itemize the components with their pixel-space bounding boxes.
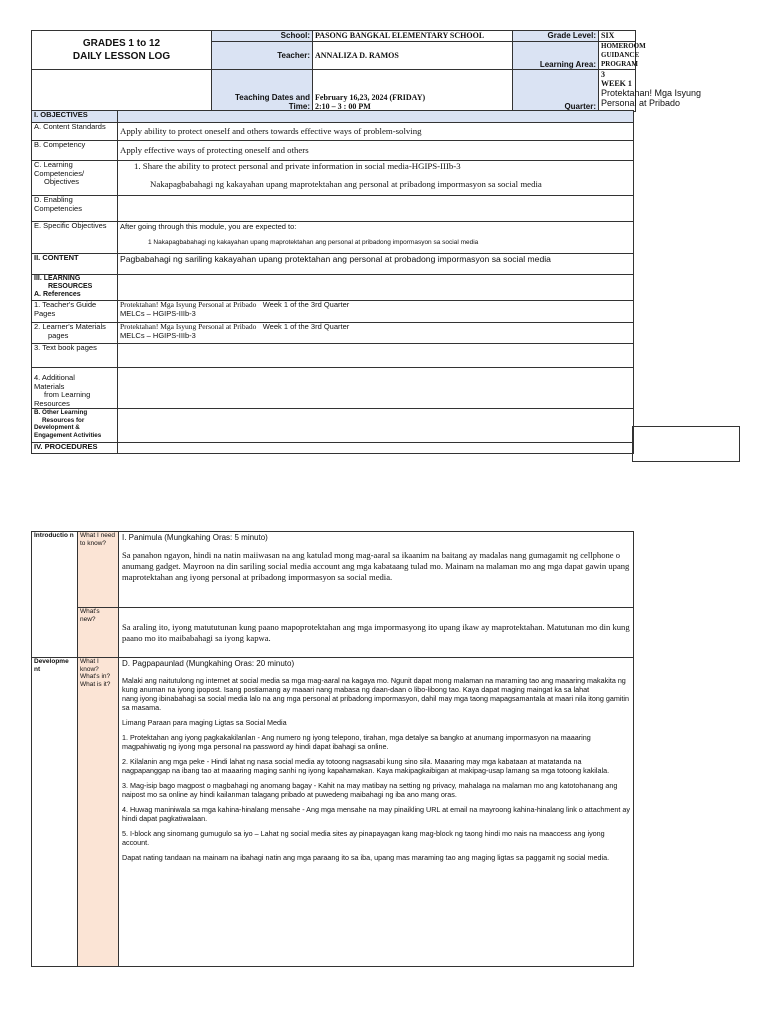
quarter-value	[599, 70, 702, 112]
specific-value-2: 1 Nakapagbabahagi ng kakayahan upang maprotektahan ang personal at pribadong impormasyon sa social media	[148, 239, 479, 246]
quarter-label: Quarter:	[513, 70, 599, 112]
dates-label	[212, 70, 313, 112]
quarter-number: 3	[601, 70, 605, 79]
lm-value	[118, 323, 634, 344]
lc-label-3: Objectives	[44, 177, 80, 186]
competency-label: B. Competency	[32, 141, 118, 161]
procedures-value	[118, 443, 634, 454]
enabling-label-1: D. Enabling	[34, 195, 73, 204]
introduction-label: Introductio n	[32, 532, 78, 658]
area-value-2: PROGRAM	[601, 60, 638, 68]
lm-label-1: 2. Learner's Materials	[34, 322, 106, 331]
quarter-topic-2: Personal at Pribado	[601, 98, 681, 108]
lc-value-2: Nakapagbabahagi ng kakayahan upang maprotektahan ang personal at pribadong impormasyon sa social media	[150, 179, 542, 189]
teacher-label: Teacher:	[212, 42, 313, 70]
whats-new-label: What's new?	[78, 608, 119, 658]
other-label-1: B. Other Learning	[34, 409, 88, 416]
specific-objectives-label: E. Specific Objectives	[32, 222, 118, 254]
content-standards-value: Apply ability to protect oneself and others towards effective ways of problem-solving	[118, 123, 634, 141]
development-body	[119, 658, 634, 967]
grade-value: SIX	[599, 31, 636, 42]
dates-value-1: February 16,23, 2024 (FRIDAY)	[315, 93, 426, 102]
dates-value-2: 2:10 – 3 : 00 PM	[315, 102, 371, 111]
other-resources-label	[32, 409, 118, 443]
development-subheading: Limang Paraan para maging Ligtas sa Social Media	[122, 718, 287, 727]
area-label: Learning Area:	[513, 42, 599, 70]
enabling-label	[32, 196, 118, 222]
procedures-table	[31, 531, 634, 967]
tg-melc: MELCs – HGIPS-IIIb-3	[120, 308, 196, 318]
lc-value-1: 1. Share the ability to protect personal and private information in social media-HGIPS-IIIb-3	[134, 161, 461, 171]
quarter-topic-1: Protektahan! Mga Isyung	[601, 88, 702, 98]
objectives-value	[118, 111, 634, 123]
introduction-heading: I. Panimula (Mungkahing Oras: 5 minuto)	[122, 533, 268, 542]
lesson-table	[31, 110, 634, 454]
references-label: A. References	[34, 291, 81, 298]
other-resources-value	[118, 409, 634, 443]
whats-new-body	[119, 608, 634, 658]
grade-label: Grade Level:	[513, 31, 599, 42]
additional-label-1: 4. Additional	[34, 373, 75, 382]
school-label: School:	[212, 31, 313, 42]
development-item-5: 5. I-block ang sinomang gumugulo sa iyo – Lahat ng social media sites ay pinapayagan kang mag-block ng taong hindi mo nais na maaccess ang iyong account.	[122, 829, 605, 847]
development-label: Developme nt	[32, 658, 78, 967]
additional-label-3: from Learning	[44, 390, 91, 399]
textbook-label: 3. Text book pages	[32, 344, 118, 368]
area-value-1: HOMEROOM GUIDANCE	[601, 42, 646, 59]
enabling-value	[118, 196, 634, 222]
development-item-1: 1. Protektahan ang iyong pagkakakilanlan - Ang numero ng iyong telepono, tirahan, mga detalye sa bangko at anumang impormasyon na maaaring magpahiwatig ng iyong mga personal na password ay hindi dapat ibahagi sa online.	[122, 733, 591, 751]
learning-competencies-label	[32, 161, 118, 196]
lc-label-2: Competencies/	[34, 168, 85, 178]
development-item-4: 4. Huwag maniniwala sa mga kahina-hinalang mensahe - Ang mga mensahe na may pinaikling URL at email na mayroong kahina-hinalang link o attachment ay hindi dapat pagkatiwalaan.	[122, 805, 630, 823]
development-item-3: 3. Mag-isip bago magpost o magbahagi ng anomang bagay - Kahit na may matibay na setting ng privacy, mahalaga na malaman mo ang katotohanang ang naipost mo sa online ay hindi kailanman talagang pribado at puwedeng maibahagi ng iba ano mang oras.	[122, 781, 618, 799]
lm-week: Week 1 of the 3rd Quarter	[262, 322, 350, 331]
title-blank	[32, 70, 212, 112]
school-value: PASONG BANGKAL ELEMENTARY SCHOOL	[313, 31, 513, 42]
other-label-4: Engagement Activities	[34, 431, 102, 439]
title-line-1: GRADES 1 to 12	[82, 38, 161, 49]
additional-value	[118, 368, 634, 409]
additional-label-4: Resources	[34, 398, 70, 408]
development-paragraph-1b: nang iyong ibinabahagi sa social media lalo na ang mga personal at pribadong impormasyon, dahil may mga taong mapagsamantala at maari nila itong gamitin sa masama.	[122, 694, 630, 712]
content-value: Pagbabahagi ng sariling kakayahan upang protektahan ang personal at probadong impormasyon sa social media	[118, 254, 634, 275]
lc-label-1: C. Learning	[34, 160, 73, 169]
lm-label-2: pages	[48, 330, 69, 340]
tg-label	[32, 301, 118, 323]
introduction-paragraph: Sa panahon ngayon, hindi na natin maiiwasan na ang katulad mong mag-aaral sa ikaanim na baitang ay madalas nang gumagamit ng cellphone o anumang gadget. Mayroon na din sariling social media account ang mga kabataang tulad mo. Mainam na malaman mo ang mga dapat gawin upang maprotektahan ang iyong personal at pribadong impormasyon sa social media.	[122, 550, 630, 582]
textbook-value	[118, 344, 634, 368]
what-i-need-to-know-label: What I need to know?	[78, 532, 119, 608]
additional-label-2: Materials	[34, 381, 65, 391]
development-conclusion: Dapat nating tandaan na mainam na ibahagi natin ang mga paraang ito sa iba, upang mas maraming tao ang maging ligtas sa paggamit ng social media.	[122, 853, 610, 862]
competency-value: Apply effective ways of protecting oneself and others	[118, 141, 634, 161]
content-label: II. CONTENT	[32, 254, 118, 275]
dll-title	[32, 31, 212, 70]
resources-value	[118, 275, 634, 301]
additional-label	[32, 368, 118, 409]
development-paragraph-1: Malaki ang naitutulong ng internet at social media sa mga mag-aaral na kagaya mo. Ngunit dapat mong malaman na maraming tao ang maaaring makakita ng kung anuman na iyong ipopost. Isang postiamang ay maaari nang mabasa ng daan-daan o libo-libong tao. Kaya dapat maging maingat ka sa lahat	[122, 676, 626, 694]
specific-value-1: After going through this module, you are expected to:	[120, 222, 297, 231]
other-label-2: Resources for	[42, 416, 85, 424]
content-standards-label: A. Content Standards	[32, 123, 118, 141]
whats-new-paragraph: Sa araling ito, iyong matututunan kung paano mapoprotektahan ang mga impormasyong ito upang ikaw ay maprotektahan. Matutunan mo din kung paano mo ito maibabahagi sa iyong kapwa.	[122, 621, 630, 643]
quarter-week: WEEK 1	[601, 79, 632, 88]
procedures-label: IV. PROCEDURES	[32, 443, 118, 454]
resources-label-2: RESOURCES	[48, 283, 93, 290]
introduction-body	[119, 532, 634, 608]
development-heading: D. Pagpapaunlad (Mungkahing Oras: 20 minuto)	[122, 659, 295, 668]
tg-label-1: 1. Teacher's Guide	[34, 300, 97, 309]
dates-value	[313, 70, 513, 112]
tg-week: Week 1 of the 3rd Quarter	[262, 300, 350, 309]
enabling-label-2: Competencies	[34, 203, 82, 213]
title-line-2: DAILY LESSON LOG	[72, 51, 171, 62]
lm-label	[32, 323, 118, 344]
area-value	[599, 42, 646, 70]
resources-label	[32, 275, 118, 301]
objectives-label: I. OBJECTIVES	[32, 111, 118, 123]
teacher-value: ANNALIZA D. RAMOS	[313, 42, 513, 70]
learning-competencies-value	[118, 161, 634, 196]
header-table	[31, 30, 702, 112]
specific-objectives-value	[118, 222, 634, 254]
lm-melc: MELCs – HGIPS-IIIb-3	[120, 330, 196, 340]
objectives-row	[32, 111, 634, 123]
tg-title: Protektahan! Mga Isyung Personal at Pribado	[120, 300, 257, 309]
lm-title: Protektahan! Mga Isyung Personal at Pribado	[120, 322, 257, 331]
what-i-know-label: What I know? What's in? What is it?	[78, 658, 119, 967]
tg-value	[118, 301, 634, 323]
other-resources-extension	[632, 426, 740, 462]
dates-label-1: Teaching Dates and	[235, 93, 310, 102]
dates-label-2: Time:	[288, 102, 310, 111]
development-item-2: 2. Kilalanin ang mga peke - Hindi lahat ng nasa social media ay totoong nagsasabi kung sino sila. Maaaring may mga kabataan at matatanda na nagpapanggap na ibang tao at maaaring maging sanhi ng iyong kapahamakan. Kaya makipagkaibigan at makipag-usap lamang sa mga totoong kakilala.	[122, 757, 610, 775]
resources-label-1: III. LEARNING	[34, 275, 81, 282]
other-label-3: Development &	[34, 424, 80, 431]
tg-label-2: Pages	[34, 308, 56, 318]
